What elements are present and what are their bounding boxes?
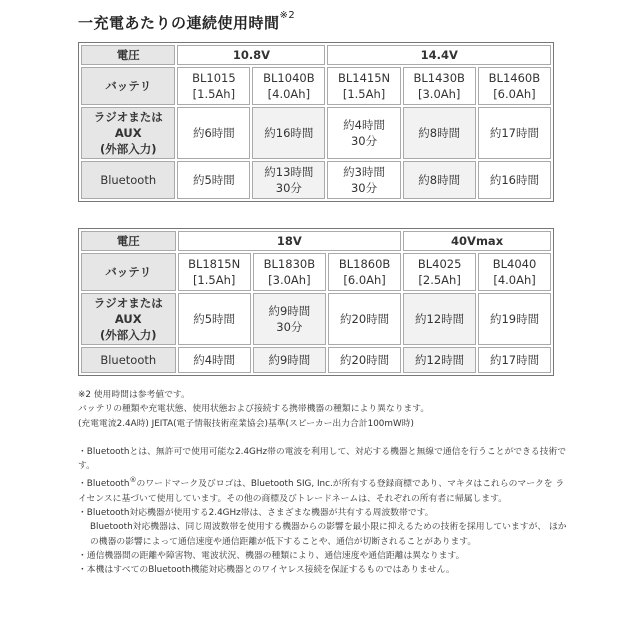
bluetooth-header: Bluetooth: [81, 161, 175, 199]
battery-cell: BL4025 [2.5Ah]: [403, 253, 476, 291]
voltage-group: 40Vmax: [403, 231, 551, 251]
runtime-cell: 約8時間: [403, 161, 476, 199]
note-line: ・本機はすべてのBluetooth機能対応機器とのワイヤレス接続を保証するものではありません。: [78, 565, 455, 576]
note-line: ※2 使用時間は参考値です。: [78, 390, 190, 400]
runtime-cell: 約5時間: [177, 161, 250, 199]
runtime-cell: 約16時間: [252, 107, 325, 159]
battery-cell: BL4040 [4.0Ah]: [478, 253, 551, 291]
runtime-cell: 約4時間: [178, 347, 251, 373]
battery-cell: BL1430B [3.0Ah]: [403, 67, 476, 105]
runtime-cell: 約5時間: [178, 293, 251, 345]
runtime-cell: 約20時間: [328, 293, 401, 345]
voltage-group: 18V: [178, 231, 402, 251]
battery-cell: BL1015 [1.5Ah]: [177, 67, 250, 105]
note-line: ・Bluetooth®のワードマーク及びロゴは、Bluetooth SIG, Inc.が所有する登録商標であり、マキタはこれらのマークを ライセンスに基づいて使用しています。その他の商標及びトレードネームは、それぞれの所有者に帰属します。: [78, 476, 565, 504]
runtime-cell: 約12時間: [403, 293, 476, 345]
voltage-header: 電圧: [81, 45, 175, 65]
battery-cell: BL1815N [1.5Ah]: [178, 253, 251, 291]
title-note-mark: ※2: [279, 10, 296, 21]
note-line: (充電電流2.4A時) JEITA(電子情報技術産業協会)基準(スピーカー出力合計100mW時): [78, 418, 414, 429]
note-line: ・Bluetoothとは、無許可で使用可能な2.4GHz帯の電波を利用して、対応する機器と無線で通信を行うことができる技術です。: [78, 446, 567, 472]
battery-header: バッテリ: [81, 253, 176, 291]
note-line: バッテリの種類や充電状態、使用状態および接続する携帯機器の種類により異なります。: [78, 404, 430, 415]
voltage-group: 14.4V: [327, 45, 551, 65]
radio-aux-header: ラジオまたは AUX (外部入力): [81, 293, 176, 345]
voltage-group: 10.8V: [177, 45, 325, 65]
bluetooth-header: Bluetooth: [81, 347, 176, 373]
runtime-cell: 約9時間: [253, 347, 326, 373]
battery-cell: BL1415N [1.5Ah]: [327, 67, 400, 105]
battery-cell: BL1860B [6.0Ah]: [328, 253, 401, 291]
note-line: Bluetooth対応機器は、同じ周波数帯を使用する機器からの影響を最小限に抑えるための技術を採用していますが、 ほかの機器の影響によって通信速度や通信距離が低下することや、通信が切断されることがあります。: [90, 522, 567, 547]
runtime-cell: 約12時間: [403, 347, 476, 373]
title-text: 一充電あたりの連続使用時間: [78, 14, 280, 32]
runtime-cell: 約17時間: [478, 347, 551, 373]
note-line: ・通信機器間の距離や障害物、電波状況、機器の種類により、通信速度や通信距離は異なります。: [78, 550, 465, 561]
runtime-cell: 約4時間 30分: [327, 107, 400, 159]
runtime-cell: 約6時間: [177, 107, 250, 159]
runtime-cell: 約20時間: [328, 347, 401, 373]
page-title: [78, 12, 295, 33]
battery-cell: BL1830B [3.0Ah]: [253, 253, 326, 291]
runtime-table-2: [78, 228, 554, 376]
runtime-table-1: [78, 42, 554, 202]
battery-cell: BL1040B [4.0Ah]: [252, 67, 325, 105]
footnotes: [78, 388, 568, 577]
runtime-cell: 約19時間: [478, 293, 551, 345]
runtime-cell: 約9時間 30分: [253, 293, 326, 345]
voltage-header: 電圧: [81, 231, 176, 251]
runtime-cell: 約3時間 30分: [327, 161, 400, 199]
runtime-cell: 約16時間: [478, 161, 551, 199]
radio-aux-header: ラジオまたは AUX (外部入力): [81, 107, 175, 159]
note-line: ・Bluetooth対応機器が使用する2.4GHz帯は、さまざまな機器が共有する周波数帯です。: [78, 508, 434, 518]
runtime-cell: 約13時間 30分: [252, 161, 325, 199]
battery-header: バッテリ: [81, 67, 175, 105]
runtime-cell: 約17時間: [478, 107, 551, 159]
battery-cell: BL1460B [6.0Ah]: [478, 67, 551, 105]
runtime-cell: 約8時間: [403, 107, 476, 159]
